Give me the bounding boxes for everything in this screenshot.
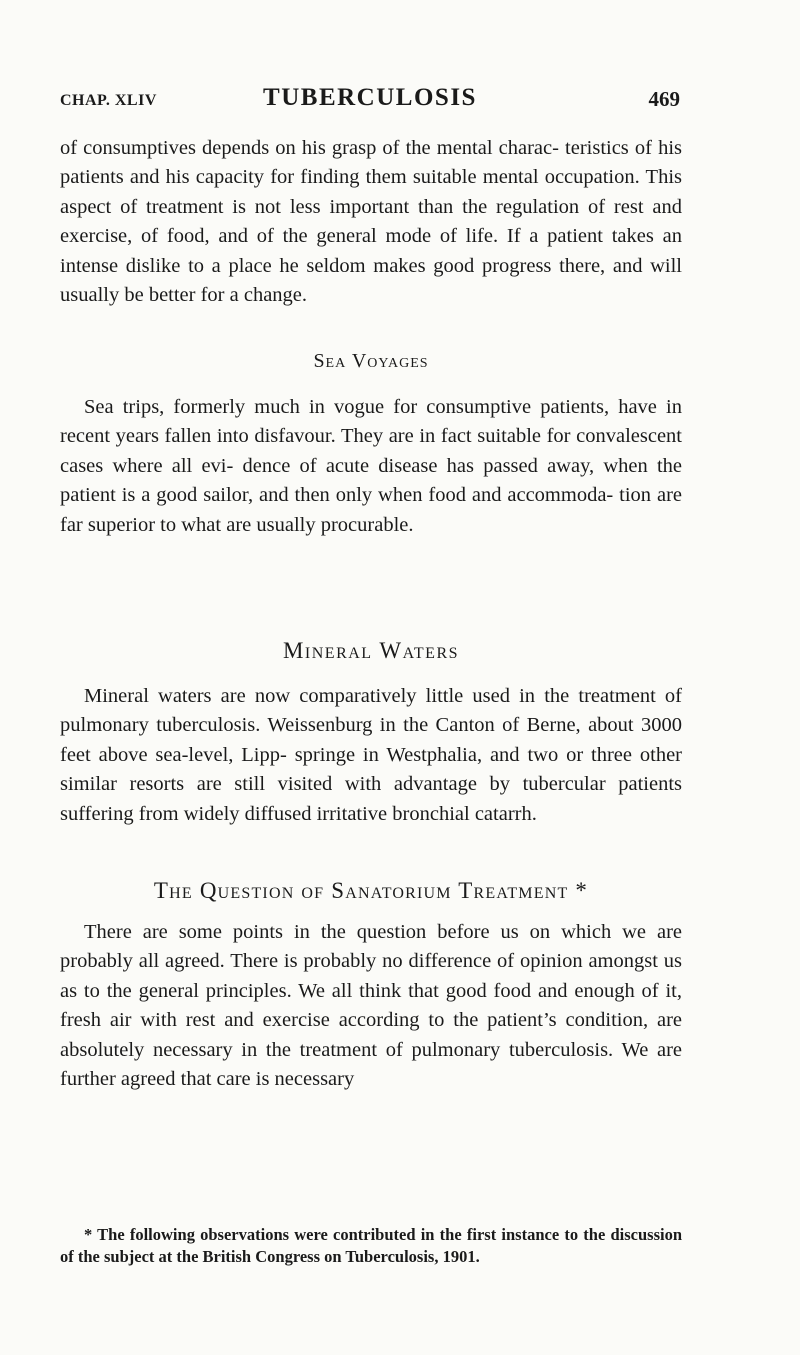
footnote: * The following observations were contributed in the first instance to the discussion of the subject at the British Congress on Tuberculosis, 1901. bbox=[60, 1225, 682, 1266]
section-heading-mineral-waters: Mineral Waters bbox=[282, 638, 460, 663]
paragraph-continued: of consumptives depends on his grasp of the mental charac- teristics of his patients and his capacity for finding them suitable mental occupation. This aspect of treatment is not less important than the regulation of rest and exercise, of food, and of the general mode of life. If a patient takes an intense dislike to a place he seldom makes good progress there, and will usually be better for a change. bbox=[60, 137, 682, 307]
page-number: 469 bbox=[648, 87, 680, 111]
paragraph-mineral-waters: Mineral waters are now comparatively little used in the treatment of pulmonary tuberculosis. Weissenburg in the Canton of Berne, about 3000 feet above sea-level, Lipp- springe in Westphalia, and two or three other similar resorts are still visited with advantage by tubercular patients suffering from widely diffused irritative bronchial catarrh. bbox=[60, 685, 682, 825]
section-heading-sanatorium-treatment: The Question of Sanatorium Treatment * bbox=[153, 878, 589, 903]
chapter-label: CHAP. XLIV bbox=[60, 92, 157, 109]
paragraph-sea-voyages: Sea trips, formerly much in vogue for consumptive patients, have in recent years fallen into disfavour. They are in fact suitable for convalescent cases where all evi- dence of acute disease has passed away, when the patient is a good sailor, and then only when food and accommoda- tion are far superior to what are usually procurable. bbox=[60, 396, 682, 536]
paragraph-sanatorium-treatment: There are some points in the question before us on which we are probably all agreed. There is probably no difference of opinion amongst us as to the general principles. We all think that good food and enough of it, fresh air with rest and exercise according to the patient’s condition, are absolutely necessary in the treatment of pulmonary tuberculosis. We are further agreed that care is necessary bbox=[60, 921, 682, 1091]
running-title: TUBERCULOSIS bbox=[263, 84, 477, 111]
section-heading-sea-voyages: Sea Voyages bbox=[313, 350, 429, 372]
running-head bbox=[60, 84, 680, 118]
